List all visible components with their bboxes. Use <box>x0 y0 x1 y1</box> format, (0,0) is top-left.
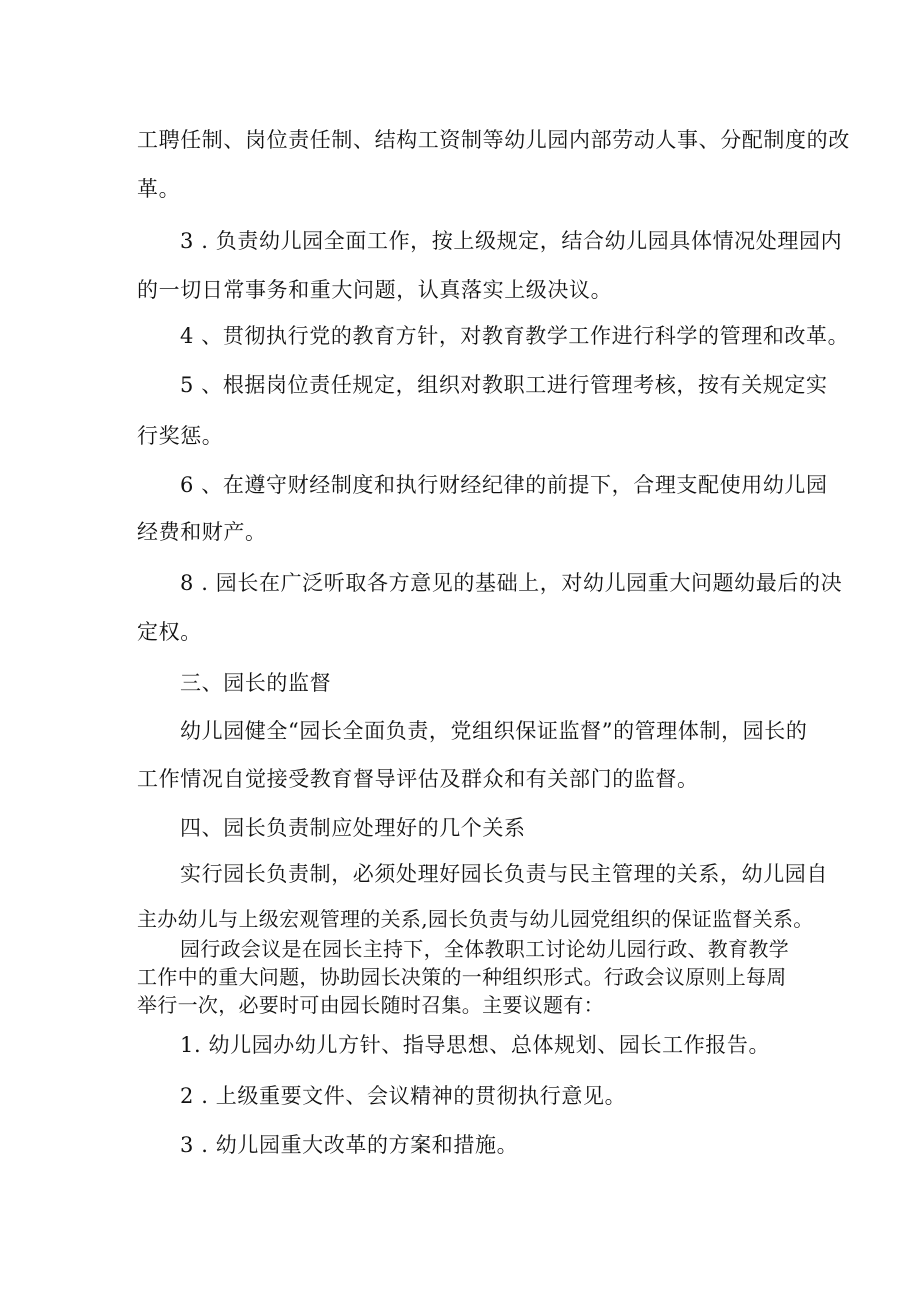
section-heading-4: 四、园长负责制应处理好的几个关系 <box>180 816 526 840</box>
text-line: 的一切日常事务和重大问题，认真落实上级决议。 <box>137 278 613 302</box>
agenda-item-3: 3 . 幼儿园重大改革的方案和措施。 <box>180 1133 519 1157</box>
text-line: 行奖惩。 <box>137 424 224 448</box>
paragraph-line: 主办幼儿与上级宏观管理的关系,园长负责与幼儿园党组织的保证监督关系。 <box>137 907 814 931</box>
text-line: 工聘任制、岗位责任制、结构工资制等幼儿园内部劳动人事、分配制度的改 <box>137 128 850 152</box>
text-line: 定权。 <box>137 620 202 644</box>
agenda-item-1: 1. 幼儿园办幼儿方针、指导思想、总体规划、园长工作报告。 <box>180 1033 771 1057</box>
text-line: 经费和财产。 <box>137 520 267 544</box>
list-item-6: 6 、在遵守财经制度和执行财经纪律的前提下，合理支配使用幼儿园 <box>180 473 828 497</box>
list-item-3: 3 . 负责幼儿园全面工作，按上级规定，结合幼儿园具体情况处理园内 <box>180 229 843 253</box>
text-line: 革。 <box>137 177 181 201</box>
section-heading-3: 三、园长的监督 <box>180 671 332 695</box>
paragraph-line: 举行一次，必要时可由园长随时召集。主要议题有： <box>137 993 604 1017</box>
paragraph-line: 工作中的重大问题，协助园长决策的一种组织形式。行政会议原则上每周 <box>137 965 787 989</box>
list-item-5: 5 、根据岗位责任规定，组织对教职工进行管理考核，按有关规定实 <box>180 373 828 397</box>
paragraph-line: 幼儿园健全“园长全面负责，党组织保证监督”的管理体制，园长的 <box>180 719 808 743</box>
paragraph-line: 实行园长负责制，必须处理好园长负责与民主管理的关系，幼儿园自 <box>180 862 828 886</box>
paragraph-line: 工作情况自觉接受教育督导评估及群众和有关部门的监督。 <box>137 767 699 791</box>
paragraph-line: 园行政会议是在园长主持下，全体教职工讨论幼儿园行政、教育教学 <box>180 937 789 961</box>
agenda-item-2: 2 . 上级重要文件、会议精神的贯彻执行意见。 <box>180 1084 627 1108</box>
list-item-8: 8 . 园长在广泛听取各方意见的基础上，对幼儿园重大问题幼最后的决 <box>180 571 843 595</box>
list-item-4: 4 、贯彻执行党的教育方针，对教育教学工作进行科学的管理和改革。 <box>180 324 850 348</box>
